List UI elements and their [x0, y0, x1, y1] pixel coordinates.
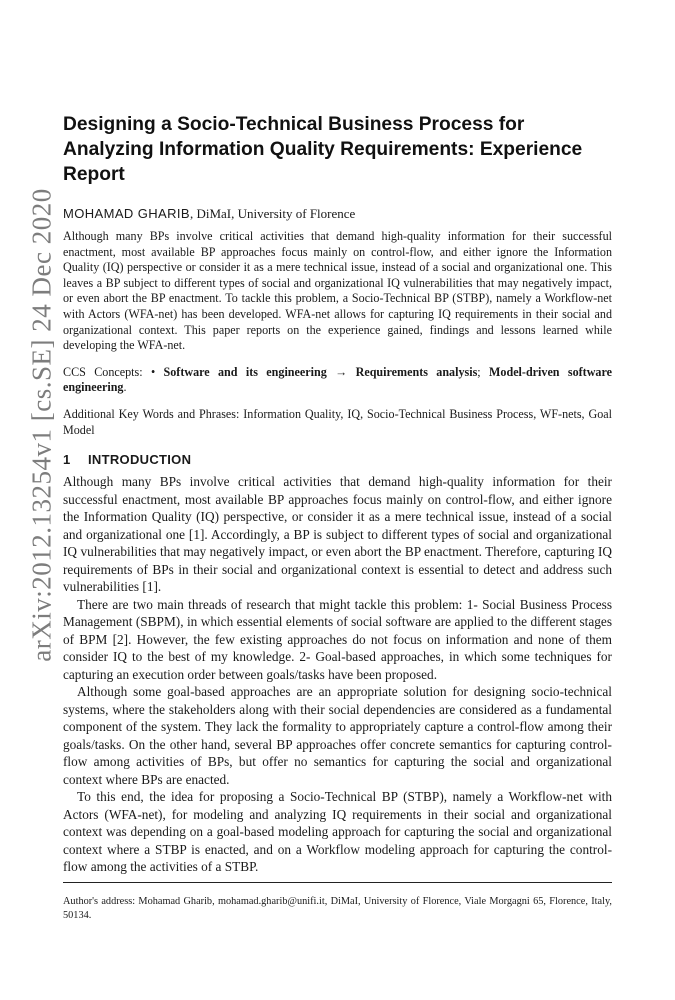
introduction-body	[63, 473, 612, 876]
section-number: 1	[63, 452, 71, 468]
section-heading-introduction	[63, 452, 612, 467]
author-affiliation: , DiMaI, University of Florence	[189, 206, 356, 221]
paragraph: Although many BPs involve critical activities that demand high-quality information for their successful enactment, most available BP approaches focus mainly on control-flow, and either ignore the Information Quality (IQ) perspective, or consider it as a mere technical issue, instead of a social and organizational one [1]. Accordingly, a BP is subject to different types of social and organizational IQ vulnerabilities that may negatively impact, or even abort the BP enactment. Therefore, capturing IQ requirements of BPs in their social and organizational context is essential to detect and address such vulnerabilities [1].	[63, 474, 612, 595]
author-name: MOHAMAD GHARIB	[63, 206, 190, 221]
paragraph: Although some goal-based approaches are an appropriate solution for designing socio-technical systems, where the stakeholders along with their social dependencies are considered as a fundamental component of the system. They lack the formality to appropriately capture a control-flow among their goals/tasks. On the other hand, several BP approaches offer concrete semantics for capturing control-flow among activities of BPs, but offer no semantics for capturing the social and organizational context where BPs are enacted.	[63, 684, 612, 787]
paper-page	[63, 112, 612, 876]
ccs-bullet: •	[150, 364, 164, 379]
arxiv-identifier: arXiv:2012.13254v1 [cs.SE] 24 Dec 2020	[26, 188, 57, 662]
paper-title: Designing a Socio-Technical Business Process for Analyzing Information Quality Requirements: Experience Report	[63, 114, 583, 185]
keywords: Additional Key Words and Phrases: Information Quality, IQ, Socio-Technical Business Process, WF-nets, Goal Model	[63, 406, 612, 437]
author-line	[63, 206, 612, 222]
ccs-concepts	[63, 365, 612, 396]
ccs-term-requirements-analysis: Requirements analysis	[355, 364, 478, 379]
section-title: INTRODUCTION	[88, 452, 192, 468]
arxiv-sidebar-stamp	[22, 165, 62, 685]
ccs-label: CCS Concepts:	[63, 364, 151, 379]
paragraph: There are two main threads of research that might tackle this problem: 1- Social Business Process Management (SBPM), in which essential elements of social software are applied to the different stages of BPM [2]. However, the few existing approaches do not focus on information and none of them consider IQ to the best of my knowledge. 2- Goal-based approaches, in which some techniques for capturing an execution order between goals/tasks have been proposed.	[63, 596, 612, 682]
ccs-term-software-engineering: Software and its engineering	[163, 364, 327, 379]
ccs-separator: ;	[477, 364, 489, 379]
ccs-term-model-driven: Model-driven software engineering	[63, 364, 612, 395]
footnote-rule	[63, 882, 612, 883]
paragraph: To this end, the idea for proposing a Socio-Technical BP (STBP), namely a Workflow-net with Actors (WFA-net), for modeling and analyzing IQ requirements in their social and organizational context was depending on a goal-based modeling approach for capturing the social and organizational context where a STBP is enacted, and on a Workflow modeling approach for capturing the control-flow among the activities of a STBP.	[63, 789, 612, 875]
ccs-arrow: →	[326, 364, 356, 379]
abstract: Although many BPs involve critical activities that demand high-quality information for their successful enactment, most available BP approaches focus mainly on control-flow, and either ignore the Information Quality (IQ) perspective or consider it as a mere technical issue, instead of a social and organizational one. This leaves a BP subject to different types of social and organizational IQ vulnerabilities that may negatively impact, or even abort the BP enactment. To tackle this problem, a Socio-Technical BP (STBP), namely a Workflow-net with Actors (WFA-net) has been developed. WFA-net allows for capturing IQ requirements in their social and organizational context. This paper reports on the experience gained, findings and lessons learned while developing the WFA-net.	[63, 229, 612, 353]
ccs-end: .	[123, 380, 127, 395]
author-address-footnote: Author's address: Mohamad Gharib, mohamad.gharib@unifi.it, DiMaI, University of Florence, Viale Morgagni 65, Florence, Italy, 50134.	[63, 896, 612, 921]
